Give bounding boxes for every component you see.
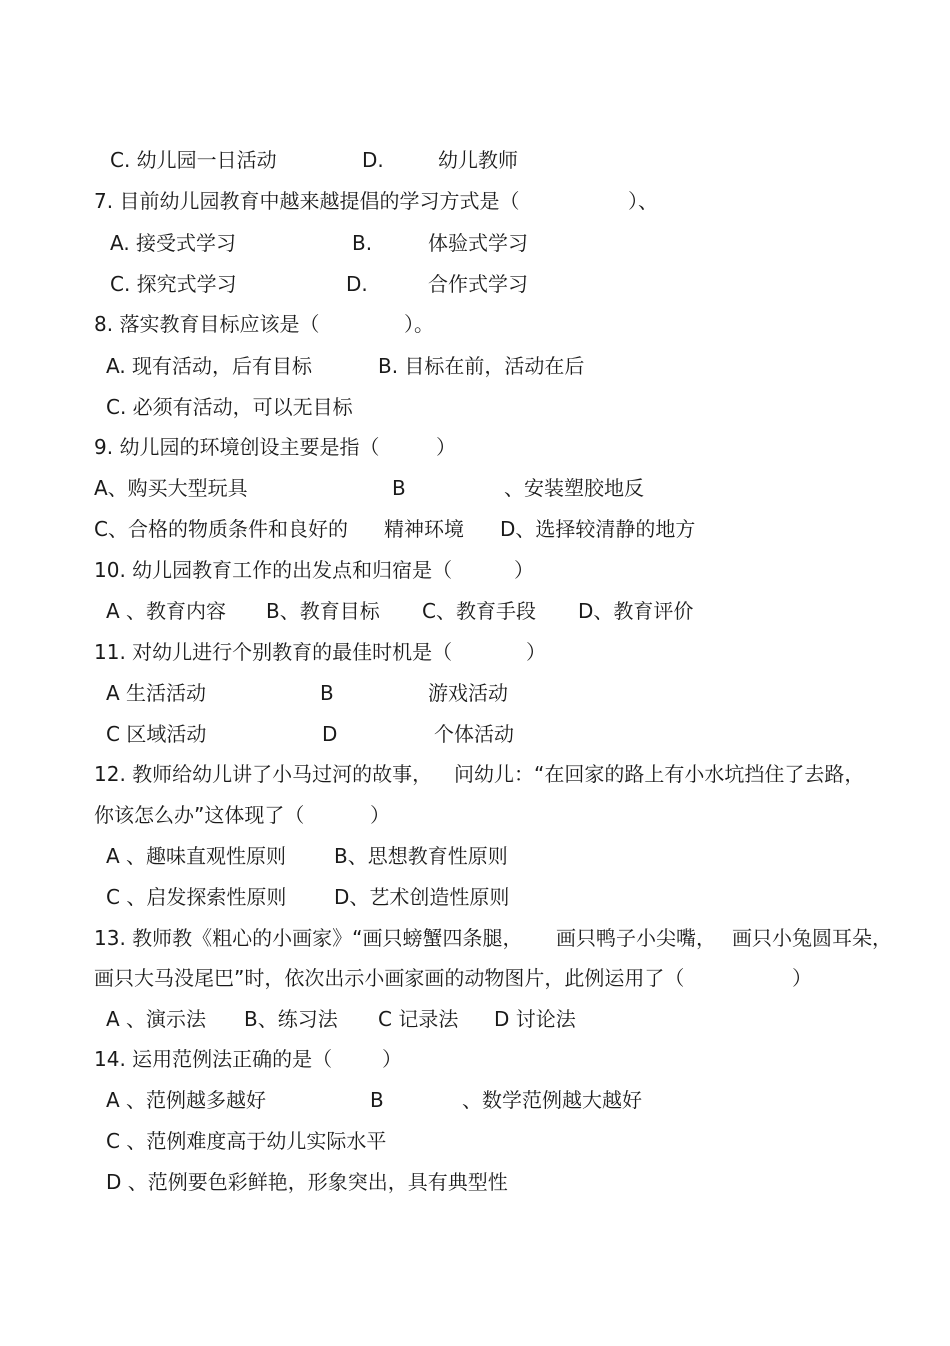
question-blank-end: ）、 — [628, 189, 658, 213]
option-d: D、教育评价 — [578, 599, 694, 623]
option-c: C 、范例难度高于幼儿实际水平 — [106, 1129, 387, 1153]
question-text: 7. 目前幼儿园教育中越来越提倡的学习方式是（ — [94, 189, 520, 213]
option-c: C 、启发探索性原则 — [106, 885, 287, 909]
option-a: A 、范例越多越好 — [106, 1088, 267, 1112]
option-c-part1: C、合格的物质条件和良好的 — [94, 517, 348, 541]
option-d: D、选择较清静的地方 — [500, 517, 696, 541]
option-a: A 、趣味直观性原则 — [106, 844, 287, 868]
question-blank-end: ） — [370, 803, 390, 827]
option-b: B、思想教育性原则 — [334, 844, 508, 868]
option-d-letter: D. — [346, 272, 368, 296]
option-d-text: 个体活动 — [434, 722, 514, 746]
option-d-letter: D — [322, 722, 338, 746]
question-text: 8. 落实教育目标应该是（ — [94, 312, 320, 336]
option-c: C 记录法 — [378, 1007, 459, 1031]
option-d-text: 幼儿教师 — [438, 148, 518, 172]
option-b-text: 、安装塑胶地反 — [504, 476, 644, 500]
option-c-part2: 精神环境 — [384, 517, 464, 541]
option-c: C. 幼儿园一日活动 — [110, 148, 277, 172]
option-b-letter: B — [370, 1088, 384, 1112]
question-text: 你该怎么办”这体现了（ — [94, 803, 305, 827]
option-b-letter: B — [392, 476, 406, 500]
option-a: A. 现有活动，后有目标 — [106, 354, 313, 378]
question-text: 11. 对幼儿进行个别教育的最佳时机是（ — [94, 640, 453, 664]
question-text: 画只大马没尾巴”时，依次出示小画家画的动物图片，此例运用了（ — [94, 966, 685, 990]
option-b-text: 游戏活动 — [428, 681, 508, 705]
question-blank-end: ） — [382, 1047, 402, 1071]
option-c: C. 必须有活动，可以无目标 — [106, 395, 353, 419]
question-blank-end: ） — [436, 435, 456, 459]
option-b-letter: B. — [352, 231, 373, 255]
option-a: A 、演示法 — [106, 1007, 207, 1031]
question-text: 13. 教师教《粗心的小画家》“画只螃蟹四条腿， — [94, 926, 523, 950]
question-blank-end: ） — [792, 966, 812, 990]
question-blank-end: ）。 — [404, 312, 434, 336]
option-c: C 区域活动 — [106, 722, 207, 746]
question-text-cont1: 画只鸭子小尖嘴， — [556, 926, 716, 950]
question-text: 9. 幼儿园的环境创设主要是指（ — [94, 435, 380, 459]
option-b: B. 目标在前，活动在后 — [378, 354, 585, 378]
option-d-text: 合作式学习 — [428, 272, 528, 296]
question-text: 12. 教师给幼儿讲了小马过河的故事， — [94, 762, 433, 786]
question-text-cont: 问幼儿：“在回家的路上有小水坑挡住了去路， — [454, 762, 865, 786]
option-c: C. 探究式学习 — [110, 272, 237, 296]
question-text: 14. 运用范例法正确的是（ — [94, 1047, 333, 1071]
option-b-text: 、数学范例越大越好 — [462, 1088, 642, 1112]
option-c: C、教育手段 — [422, 599, 536, 623]
option-a: A. 接受式学习 — [110, 231, 237, 255]
option-d-letter: D. — [362, 148, 384, 172]
option-d: D、艺术创造性原则 — [334, 885, 510, 909]
option-a: A 、教育内容 — [106, 599, 227, 623]
option-b-text: 体验式学习 — [428, 231, 528, 255]
option-a: A 生活活动 — [106, 681, 207, 705]
option-d: D 讨论法 — [494, 1007, 576, 1031]
option-d: D 、范例要色彩鲜艳，形象突出，具有典型性 — [106, 1170, 508, 1194]
question-blank-end: ） — [526, 640, 546, 664]
option-b: B、练习法 — [244, 1007, 338, 1031]
option-a: A、购买大型玩具 — [94, 476, 248, 500]
option-b: B、教育目标 — [266, 599, 380, 623]
question-blank-end: ） — [514, 558, 534, 582]
question-text-cont2: 画只小兔圆耳朵， — [732, 926, 892, 950]
option-b-letter: B — [320, 681, 334, 705]
question-text: 10. 幼儿园教育工作的出发点和归宿是（ — [94, 558, 453, 582]
